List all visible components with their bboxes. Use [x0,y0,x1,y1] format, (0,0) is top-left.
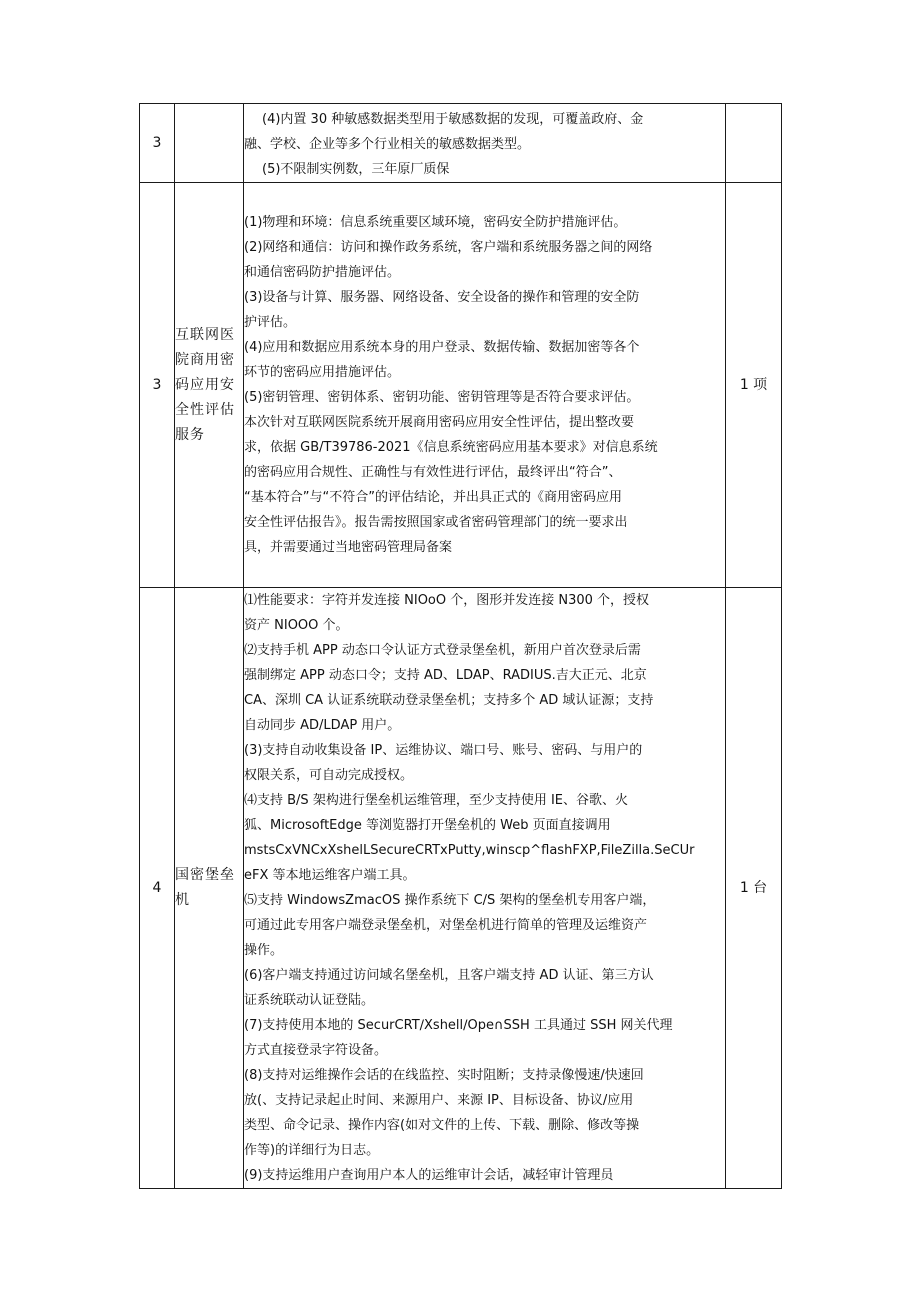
desc-line: 狐、MicrosoftEdge 等浏览器打开堡垒机的 Web 页面直接调用 [244,818,611,833]
desc-line: (3)设备与计算、服务器、网络设备、安全设备的操作和管理的安全防 [244,290,640,305]
desc-line: 自动同步 AD/LDAP 用户。 [244,718,401,733]
desc-line: 权限关系，可自动完成授权。 [244,768,414,783]
desc-line: mstsCxVNCxXshelLSecureCRTxPutty,winscp^flashFXP,FileZilla.SeCUr [244,843,695,858]
desc-line: 强制绑定 APP 动态口令；支持 AD、LDAP、RADIUS.吉大正元、北京 [244,668,647,683]
desc-line: 的密码应用合规性、正确性与有效性进行评估，最终评出“符合”、 [244,465,622,480]
item-quantity [726,104,782,183]
desc-line: (5)密钥管理、密钥体系、密钥功能、密钥管理等是否符合要求评估。 [244,390,640,405]
desc-line: 操作。 [244,943,284,958]
desc-line: 安全性评估报告》。报告需按照国家或省密码管理部门的统一要求出 [244,515,628,530]
item-quantity: 1 台 [726,588,782,1189]
desc-line: 方式直接登录字符设备。 [244,1043,388,1058]
desc-line: (5)不限制实例数，三年原厂质保 [262,162,450,177]
item-name: 国密堡垒机 [175,588,244,1189]
desc-line: ⑴性能要求：字符并发连接 NIOoO 个，图形并发连接 N300 个，授权 [244,593,650,608]
desc-line: 环节的密码应用措施评估。 [244,365,401,380]
item-description [244,183,726,588]
desc-line: ⑷支持 B/S 架构进行堡垒机运维管理，至少支持使用 IE、谷歌、火 [244,793,628,808]
desc-line: 求，依据 GB/T39786-2021《信息系统密码应用基本要求》对信息系统 [244,440,658,455]
table-row [140,104,782,183]
desc-line: (1)物理和环境：信息系统重要区域环境，密码安全防护措施评估。 [244,215,627,230]
item-quantity: 1 项 [726,183,782,588]
desc-line: 作等)的详细行为日志。 [244,1143,380,1158]
row-number: 4 [140,588,175,1189]
item-name [175,104,244,183]
desc-line: eFX 等本地运维客户端工具。 [244,868,416,883]
item-description [244,588,726,1189]
desc-line: 本次针对互联网医院系统开展商用密码应用安全性评估，提出整改要 [244,415,635,430]
desc-line: 放(、支持记录起止时间、来源用户、来源 IP、目标设备、协议/应用 [244,1093,634,1108]
table-row [140,588,782,1189]
spec-table [139,103,782,1189]
desc-line: 融、学校、企业等多个行业相关的敏感数据类型。 [244,137,531,152]
item-description [244,104,726,183]
desc-line: 证系统联动认证登陆。 [244,993,375,1008]
desc-line: CA、深圳 CA 认证系统联动登录堡垒机；支持多个 AD 域认证源；支持 [244,693,654,708]
desc-line: (6)客户端支持通过访问域名堡垒机，且客户端支持 AD 认证、第三方认 [244,968,654,983]
desc-line: 类型、命令记录、操作内容(如对文件的上传、下载、删除、修改等操 [244,1118,640,1133]
desc-line: 护评估。 [244,315,297,330]
desc-line: (4)内置 30 种敏感数据类型用于敏感数据的发现，可覆盖政府、金 [262,112,644,127]
row-number: 3 [140,104,175,183]
desc-line: (2)网络和通信：访问和操作政务系统，客户端和系统服务器之间的网络 [244,240,653,255]
desc-line: (8)支持对运维操作会话的在线监控、实时阻断；支持录像慢速/快速回 [244,1068,644,1083]
desc-line: (4)应用和数据应用系统本身的用户登录、数据传输、数据加密等各个 [244,340,640,355]
desc-line: ⑸支持 WindowsZmacOS 操作系统下 C/S 架构的堡垒机专用客户端， [244,893,656,908]
desc-line: “基本符合”与“不符合”的评估结论，并出具正式的《商用密码应用 [244,490,622,505]
item-name: 互联网医院商用密码应用安全性评估服务 [175,183,244,588]
desc-line: ⑵支持手机 APP 动态口令认证方式登录堡垒机，新用户首次登录后需 [244,643,641,658]
row-number: 3 [140,183,175,588]
table-row [140,183,782,588]
desc-line: 可通过此专用客户端登录堡垒机，对堡垒机进行简单的管理及运维资产 [244,918,648,933]
desc-line: 具，并需要通过当地密码管理局备案 [244,540,453,555]
desc-line: (3)支持自动收集设备 IP、运维协议、端口号、账号、密码、与用户的 [244,743,643,758]
desc-line: (7)支持使用本地的 SecurCRT∕Xshell∕Ope∩SSH 工具通过 SSH 网关代理 [244,1018,673,1033]
desc-line: 资产 NIOOO 个。 [244,618,349,633]
desc-line: (9)支持运维用户查询用户本人的运维审计会话，减轻审计管理员 [244,1168,614,1183]
desc-line: 和通信密码防护措施评估。 [244,265,401,280]
